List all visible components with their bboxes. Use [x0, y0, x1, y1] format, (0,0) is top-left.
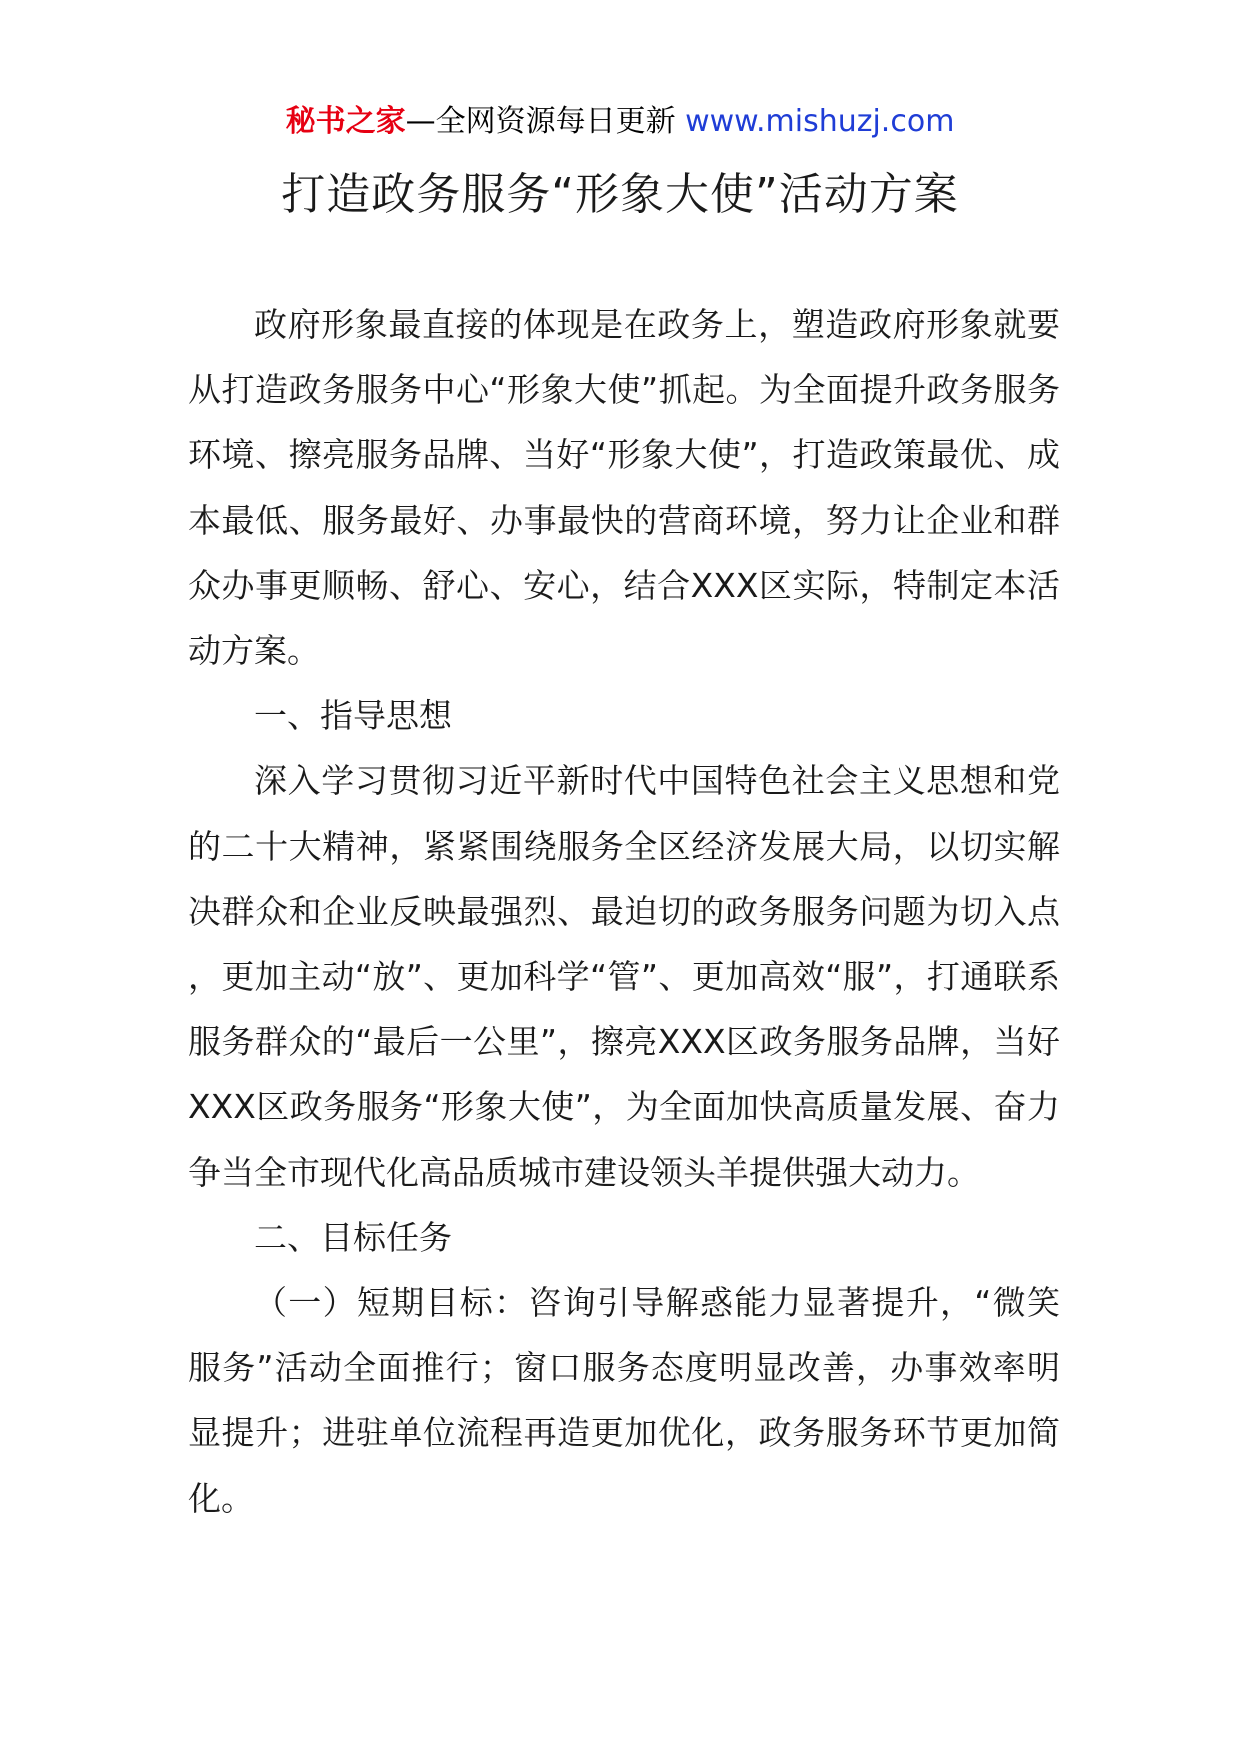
- guiding-ideology-paragraph: 深入学习贯彻习近平新时代中国特色社会主义思想和党的二十大精神，紧紧围绕服务全区经济发展大局，以切实解决群众和企业反映最强烈、最迫切的政务服务问题为切入点，更加主动“放”、更加科学“管”、更加高效“服”，打通联系服务群众的“最后一公里”，擦亮XXX区政务服务品牌，当好XXX区政务服务“形象大使”，为全面加快高质量发展、奋力争当全市现代化高品质城市建设领头羊提供强大动力。: [188, 761, 1060, 1192]
- section-heading-guiding-ideology: 一、指导思想: [254, 696, 452, 736]
- site-url-link[interactable]: www.mishuzj.com: [675, 104, 955, 139]
- intro-paragraph: 政府形象最直接的体现是在政务上，塑造政府形象就要从打造政务服务中心“形象大使”抓起。为全面提升政务服务环境、擦亮服务品牌、当好“形象大使”，打造政策最优、成本最低、服务最好、办事最快的营商环境，努力让企业和群众办事更顺畅、舒心、安心，结合XXX区实际，特制定本活动方案。: [188, 305, 1060, 671]
- section-heading-goals-tasks: 二、目标任务: [254, 1217, 452, 1257]
- document-title: 打造政务服务“形象大使”活动方案: [281, 169, 959, 220]
- site-name: 秘书之家: [285, 104, 406, 139]
- site-slogan: —全网资源每日更新: [405, 104, 676, 139]
- document-body: [188, 292, 1060, 1531]
- site-header: [0, 100, 1240, 144]
- short-term-goal-paragraph: （一）短期目标：咨询引导解惑能力显著提升，“微笑服务”活动全面推行；窗口服务态度明显改善，办事效率明显提升；进驻单位流程再造更加优化，政务服务环节更加简化。: [188, 1283, 1060, 1518]
